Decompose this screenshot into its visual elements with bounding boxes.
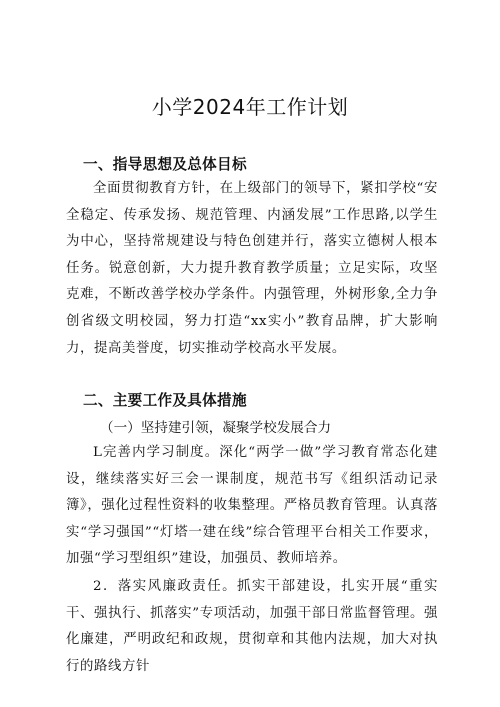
- paragraph-party-study: L完善内学习制度。深化“两学一做”学习教育常态化建设，继续落实好三会一课制度，规范书写《组织活动记录簿》，强化过程性资料的收集整理。严格员教育管理。认真落实“学习强国”“灯塔一建在线”综合管理平台相关工作要求，加强“学习型组织”建设，加强员、教师培养。: [66, 445, 438, 567]
- paragraph-guiding-thought: 全面贯彻教育方针，在上级部门的领导下，紧扣学校“安全稳定、传承发扬、规范管理、内涵发展”工作思路,以学生为中心，坚持常规建设与特色创建并行，落实立德树人根本任务。锐意创新，大力提升教育教学质量；立足实际，攻坚克难，不断改善学校办学条件。内强管理，外树形象,全力争创省级文明校园，努力打造“xx实小”教育品牌，扩大影响力，提高美誉度，切实推动学校高水平发展。: [66, 181, 438, 356]
- section-heading-2: 二、主要工作及具体措施: [83, 392, 247, 409]
- document-title: 小学2024年工作计划: [151, 95, 349, 119]
- subsection-heading-1: （一）坚持建引领，凝聚学校发展合力: [100, 420, 332, 436]
- section-heading-1: 一、指导思想及总体目标: [83, 156, 247, 173]
- paragraph-integrity: 2．落实风廉政责任。抓实干部建设，扎实开展“重实干、强执行、抓落实”专项活动，加强干部日常监督管理。强化廉建，严明政纪和政规，贯彻章和其他内法规，加大对执行的路线方针: [66, 579, 438, 674]
